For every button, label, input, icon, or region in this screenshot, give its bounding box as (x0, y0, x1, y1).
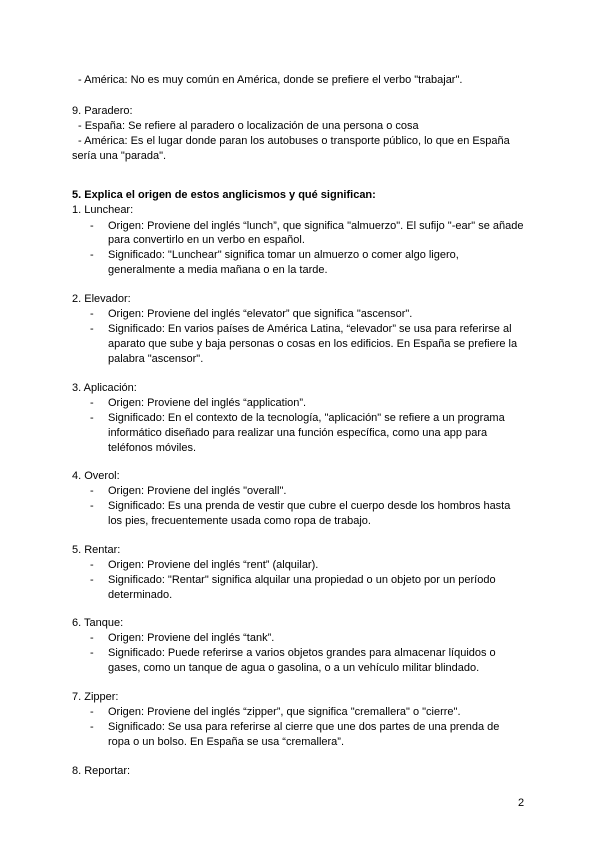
item-title: 1. Lunchear: (72, 204, 134, 216)
meaning-line: Significado: Se usa para referirse al cierre que une dos partes de una prenda de (108, 721, 500, 733)
meaning-line: aparato que sube y baja personas o cosas en los edificios. En España se prefiere la (108, 338, 518, 350)
meaning-line: palabra "ascensor". (108, 353, 204, 365)
america-note-item8: - América: No es muy común en América, donde se prefiere el verbo "trabajar". (78, 74, 463, 86)
list-bullet: - (90, 559, 94, 571)
item-title: 2. Elevador: (72, 293, 131, 305)
origin-line: Origen: Proviene del inglés “tank”. (108, 632, 275, 644)
origin-line: para convertirlo en un verbo en español. (108, 234, 305, 246)
meaning-line: Significado: "Rentar" significa alquilar una propiedad o un objeto por un período (108, 574, 496, 586)
meaning-line: generalmente a media mañana o en la tarde. (108, 264, 328, 276)
meaning-line: teléfonos móviles. (108, 442, 197, 454)
origin-line: Origen: Proviene del inglés “rent” (alquilar). (108, 559, 319, 571)
meaning-line: Significado: "Lunchear" significa tomar un almuerzo o comer algo ligero, (108, 249, 459, 261)
item9-america-line1: - América: Es el lugar donde paran los autobuses o transporte público, lo que en España (78, 135, 510, 147)
list-bullet: - (90, 721, 94, 733)
list-bullet: - (90, 220, 94, 232)
list-bullet: - (90, 632, 94, 644)
list-bullet: - (90, 574, 94, 586)
origin-line: Origen: Proviene del inglés “elevator” que significa "ascensor". (108, 308, 413, 320)
item9-title: 9. Paradero: (72, 105, 133, 117)
item-title: 6. Tanque: (72, 617, 124, 629)
origin-line: Origen: Proviene del inglés “application”. (108, 397, 307, 409)
list-bullet: - (90, 706, 94, 718)
page-number: 2 (518, 797, 525, 809)
item9-spain: - España: Se refiere al paradero o localización de una persona o cosa (78, 120, 419, 132)
list-bullet: - (90, 647, 94, 659)
list-bullet: - (90, 412, 94, 424)
meaning-line: Significado: Es una prenda de vestir que cubre el cuerpo desde los hombros hasta (108, 500, 511, 512)
item-title: 4. Overol: (72, 470, 120, 482)
list-bullet: - (90, 323, 94, 335)
origin-line: Origen: Proviene del inglés "overall". (108, 485, 287, 497)
item-title: 8. Reportar: (72, 765, 131, 777)
meaning-line: Significado: En el contexto de la tecnología, "aplicación" se refiere a un programa (108, 412, 505, 424)
meaning-line: Significado: Puede referirse a varios objetos grandes para almacenar líquidos o (108, 647, 496, 659)
origin-line: Origen: Proviene del inglés “lunch”, que significa "almuerzo". El sufijo "-ear" se añade (108, 220, 524, 232)
meaning-line: informático diseñado para realizar una función específica, como una app para (108, 427, 488, 439)
origin-line: Origen: Proviene del inglés “zipper”, que significa "cremallera" o "cierre". (108, 706, 461, 718)
meaning-line: gases, como un tanque de agua o gasolina, o a un vehículo militar blindado. (108, 662, 480, 674)
section-title: 5. Explica el origen de estos anglicismos y qué significan: (72, 189, 376, 201)
list-bullet: - (90, 397, 94, 409)
item9-america-line2: sería una "parada". (72, 150, 167, 162)
meaning-line: Significado: En varios países de América Latina, “elevador” se usa para referirse al (108, 323, 512, 335)
list-bullet: - (90, 308, 94, 320)
meaning-line: ropa o un bolso. En España se usa “cremallera”. (108, 736, 345, 748)
list-bullet: - (90, 485, 94, 497)
item-title: 5. Rentar: (72, 544, 121, 556)
list-bullet: - (90, 249, 94, 261)
meaning-line: determinado. (108, 589, 173, 601)
item-title: 3. Aplicación: (72, 382, 137, 394)
list-bullet: - (90, 500, 94, 512)
item-title: 7. Zipper: (72, 691, 119, 703)
meaning-line: los pies, frecuentemente usada como ropa de trabajo. (108, 515, 371, 527)
